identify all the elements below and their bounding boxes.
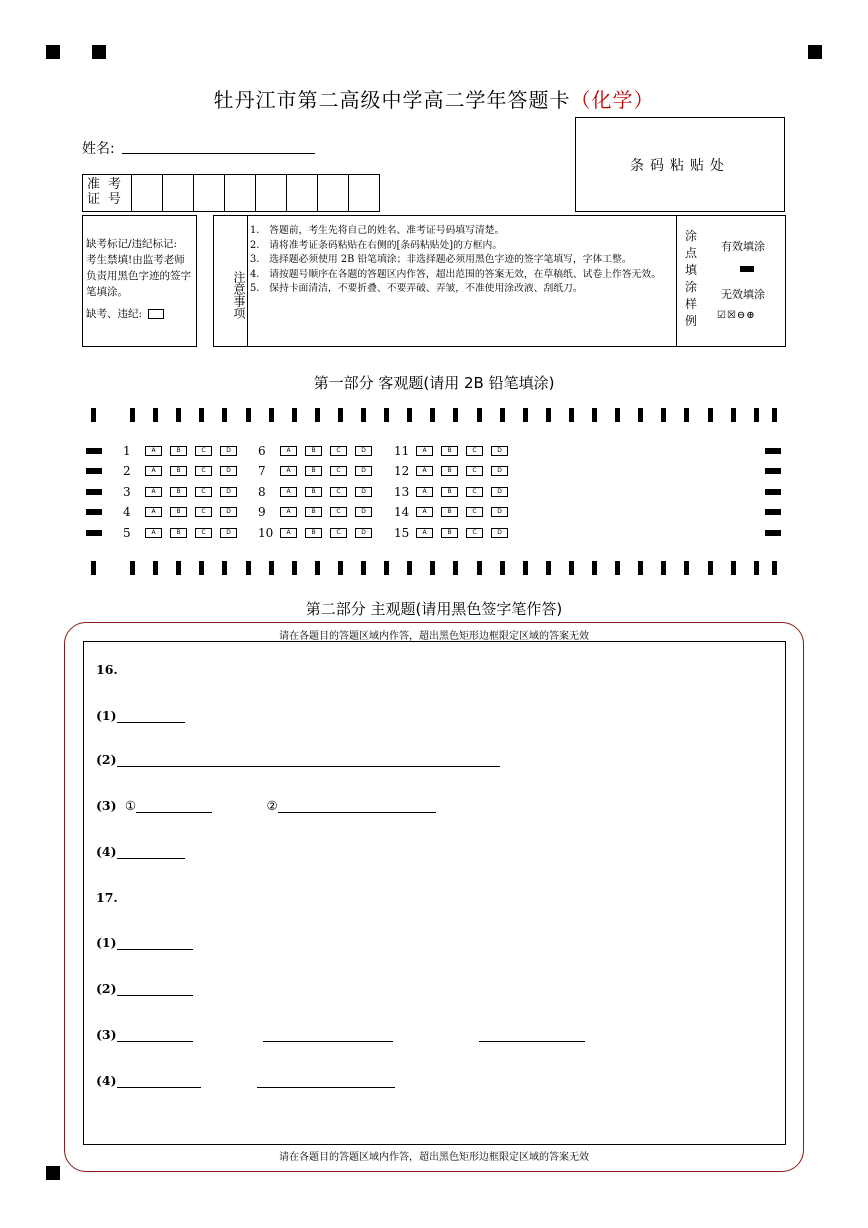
side-mark xyxy=(765,509,781,515)
timing-tick xyxy=(684,561,689,575)
question-number: 11 xyxy=(394,444,410,458)
timing-tick xyxy=(430,561,435,575)
answer-bubble-d[interactable]: D xyxy=(220,507,237,517)
answer-bubble-b[interactable]: B xyxy=(305,446,322,456)
page-title xyxy=(0,84,868,113)
registration-mark-bottom-left xyxy=(46,1166,60,1180)
answer-bubble-c[interactable]: C xyxy=(466,507,483,517)
absent-mark-label: 缺考、违纪: xyxy=(86,308,143,320)
answer-bubble-c[interactable]: C xyxy=(466,528,483,538)
timing-tick xyxy=(176,408,181,422)
title-main: 牡丹江市第二高级中学高二学年答题卡 xyxy=(213,88,571,112)
objective-question xyxy=(258,485,380,499)
q17-part4-blank2[interactable] xyxy=(257,1075,395,1088)
timing-tick xyxy=(338,561,343,575)
answer-bubble-a[interactable]: A xyxy=(280,446,297,456)
q16-label: 16. xyxy=(96,662,118,677)
question-number: 6 xyxy=(258,444,266,458)
q16-part3-label: (3) xyxy=(96,798,117,813)
answer-bubble-b[interactable]: B xyxy=(441,466,458,476)
q17-part1 xyxy=(96,935,193,950)
answer-bubble-b[interactable]: B xyxy=(170,507,187,517)
answer-bubble-b[interactable]: B xyxy=(305,487,322,497)
absent-mark-title: 缺考标记/违纪标记: xyxy=(86,238,178,250)
question-number: 4 xyxy=(123,505,131,519)
q17-label: 17. xyxy=(96,890,118,905)
timing-tick xyxy=(199,408,204,422)
timing-tick xyxy=(772,561,777,575)
timing-tick xyxy=(453,561,458,575)
q17-part2-label: (2) xyxy=(96,981,117,996)
objective-question xyxy=(123,526,245,540)
answer-bubble-d[interactable]: D xyxy=(491,466,508,476)
q16-part3-blank2[interactable] xyxy=(278,800,436,813)
answer-bubble-a[interactable]: A xyxy=(416,487,433,497)
question-number: 12 xyxy=(394,464,410,478)
timing-tick xyxy=(384,408,389,422)
answer-bubble-d[interactable]: D xyxy=(491,528,508,538)
q17-part4-label: (4) xyxy=(96,1073,117,1088)
exam-id-cell[interactable] xyxy=(224,175,255,211)
answer-bubble-c[interactable]: C xyxy=(195,446,212,456)
answer-bubble-a[interactable]: A xyxy=(416,528,433,538)
objective-question xyxy=(394,485,516,499)
timing-tick xyxy=(661,408,666,422)
answer-bubble-d[interactable]: D xyxy=(220,466,237,476)
answer-bubble-d[interactable]: D xyxy=(220,446,237,456)
question-number: 10 xyxy=(258,526,274,540)
side-mark xyxy=(765,448,781,454)
objective-question xyxy=(123,505,245,519)
exam-id-cell[interactable] xyxy=(131,175,162,211)
part1-title: 第一部分 客观题(请用 2B 铅笔填涂) xyxy=(313,374,555,392)
answer-bubble-c[interactable]: C xyxy=(466,487,483,497)
timing-tick xyxy=(500,408,505,422)
answer-bubble-a[interactable]: A xyxy=(145,487,162,497)
timing-tick xyxy=(222,408,227,422)
notice-item: 3. 选择题必须使用 2B 铅笔填涂；非选择题必须用黑色字迹的签字笔填写，字体工整。 xyxy=(250,254,632,265)
q17-part2-blank[interactable] xyxy=(117,983,193,996)
q17-part3-blank3[interactable] xyxy=(479,1029,585,1042)
question-number: 8 xyxy=(258,485,266,499)
answer-bubble-c[interactable]: C xyxy=(330,507,347,517)
timing-tick xyxy=(453,408,458,422)
q16-part3-circle2: ② xyxy=(266,798,278,813)
notice-item: 2. 请将准考证条码粘贴在右侧的[条码粘贴处]的方框内。 xyxy=(250,239,503,251)
exam-id-cell[interactable] xyxy=(348,175,379,211)
timing-tick xyxy=(292,408,297,422)
registration-mark-top-right xyxy=(808,45,822,59)
answer-bubble-b[interactable]: B xyxy=(305,528,322,538)
answer-bubble-c[interactable]: C xyxy=(330,466,347,476)
fill-sample xyxy=(676,216,786,346)
notice-box xyxy=(213,215,786,347)
answer-bubble-d[interactable]: D xyxy=(491,487,508,497)
q16-part1-label: (1) xyxy=(96,708,117,723)
q16-part4-label: (4) xyxy=(96,844,117,859)
answer-bubble-d[interactable]: D xyxy=(355,487,372,497)
question-number: 3 xyxy=(123,485,131,499)
answer-bubble-c[interactable]: C xyxy=(330,487,347,497)
answer-bubble-b[interactable]: B xyxy=(170,466,187,476)
question-number: 9 xyxy=(258,505,266,519)
answer-bubble-b[interactable]: B xyxy=(441,507,458,517)
side-mark xyxy=(86,509,102,515)
objective-question xyxy=(394,505,516,519)
objective-question xyxy=(394,444,516,458)
exam-id-grid[interactable] xyxy=(82,174,380,212)
timing-tick xyxy=(246,408,251,422)
registration-mark-top-left-1 xyxy=(46,45,60,59)
subjective-answer-box[interactable] xyxy=(83,641,786,1145)
valid-fill-label: 有效填涂 xyxy=(721,240,765,253)
timing-tick xyxy=(384,561,389,575)
name-field[interactable] xyxy=(122,153,315,154)
absent-mark-checkbox[interactable] xyxy=(148,309,164,319)
q16-part2-label: (2) xyxy=(96,752,117,767)
side-mark xyxy=(765,530,781,536)
question-number: 7 xyxy=(258,464,266,478)
objective-question xyxy=(123,464,245,478)
timing-tick xyxy=(430,408,435,422)
answer-bubble-a[interactable]: A xyxy=(416,446,433,456)
exam-id-cell[interactable] xyxy=(317,175,348,211)
answer-bubble-d[interactable]: D xyxy=(355,466,372,476)
exam-id-cell[interactable] xyxy=(193,175,224,211)
timing-tick xyxy=(361,408,366,422)
answer-bubble-d[interactable]: D xyxy=(220,487,237,497)
answer-bubble-b[interactable]: B xyxy=(441,446,458,456)
q16-part4 xyxy=(96,844,185,859)
q17-part3-blank2[interactable] xyxy=(263,1029,393,1042)
objective-question xyxy=(258,526,380,540)
answer-bubble-c[interactable]: C xyxy=(195,507,212,517)
answer-bubble-c[interactable]: C xyxy=(195,528,212,538)
boundary-note-bottom: 请在各题目的答题区域内作答，超出黑色矩形边框限定区域的答案无效 xyxy=(279,1152,589,1163)
question-number: 13 xyxy=(394,485,410,499)
exam-id-label: 准考证号 xyxy=(87,177,130,207)
timing-tick xyxy=(615,561,620,575)
timing-tick xyxy=(338,408,343,422)
answer-bubble-b[interactable]: B xyxy=(441,528,458,538)
valid-fill-mark xyxy=(740,266,754,272)
answer-bubble-c[interactable]: C xyxy=(330,446,347,456)
timing-tick xyxy=(523,561,528,575)
timing-tick xyxy=(130,561,135,575)
exam-id-cell[interactable] xyxy=(162,175,193,211)
answer-bubble-d[interactable]: D xyxy=(220,528,237,538)
answer-bubble-d[interactable]: D xyxy=(355,446,372,456)
timing-tick xyxy=(708,408,713,422)
timing-tick xyxy=(153,408,158,422)
answer-bubble-a[interactable]: A xyxy=(416,507,433,517)
timing-tick xyxy=(91,561,96,575)
timing-tick xyxy=(361,561,366,575)
objective-question xyxy=(123,485,245,499)
timing-tick xyxy=(569,408,574,422)
q17-part1-blank[interactable] xyxy=(117,937,193,950)
side-mark xyxy=(765,468,781,474)
timing-tick xyxy=(315,561,320,575)
answer-bubble-b[interactable]: B xyxy=(170,528,187,538)
timing-tick xyxy=(772,408,777,422)
timing-tick xyxy=(91,408,96,422)
objective-question xyxy=(394,464,516,478)
timing-tick xyxy=(176,561,181,575)
notice-item: 4. 请按题号顺序在各题的答题区内作答，超出范围的答案无效，在草稿纸、试卷上作答无效。 xyxy=(250,268,662,280)
timing-tick xyxy=(407,408,412,422)
timing-tick xyxy=(477,408,482,422)
timing-tick xyxy=(684,408,689,422)
timing-tick xyxy=(638,408,643,422)
boundary-note-top: 请在各题目的答题区域内作答，超出黑色矩形边框限定区域的答案无效 xyxy=(279,631,589,642)
answer-bubble-a[interactable]: A xyxy=(416,466,433,476)
sample-heading: 涂点填涂样例 xyxy=(685,229,698,328)
timing-tick xyxy=(199,561,204,575)
answer-bubble-a[interactable]: A xyxy=(145,466,162,476)
timing-tick xyxy=(569,561,574,575)
q16-part3-circle1: ① xyxy=(124,798,137,813)
side-mark xyxy=(86,448,102,454)
timing-tick xyxy=(130,408,135,422)
objective-question xyxy=(394,526,516,540)
q16-part4-blank[interactable] xyxy=(117,846,185,859)
q16-part2-blank[interactable] xyxy=(117,754,500,767)
question-number: 1 xyxy=(123,444,131,458)
notice-list xyxy=(250,224,674,297)
answer-bubble-d[interactable]: D xyxy=(355,507,372,517)
absent-violation-box xyxy=(82,215,197,347)
answer-bubble-b[interactable]: B xyxy=(170,487,187,497)
exam-id-cell[interactable] xyxy=(286,175,317,211)
answer-bubble-b[interactable]: B xyxy=(305,466,322,476)
q17-part4 xyxy=(96,1073,395,1088)
answer-bubble-a[interactable]: A xyxy=(280,528,297,538)
q16-part3-blank1[interactable] xyxy=(136,800,212,813)
timing-tick xyxy=(407,561,412,575)
answer-bubble-c[interactable]: C xyxy=(466,466,483,476)
answer-bubble-d[interactable]: D xyxy=(355,528,372,538)
answer-bubble-c[interactable]: C xyxy=(195,487,212,497)
timing-tick xyxy=(477,561,482,575)
q17-part1-label: (1) xyxy=(96,935,117,950)
question-number: 5 xyxy=(123,526,131,540)
answer-bubble-a[interactable]: A xyxy=(145,507,162,517)
answer-bubble-a[interactable]: A xyxy=(145,446,162,456)
side-mark xyxy=(86,468,102,474)
timing-tick xyxy=(292,561,297,575)
absent-mark-instruction: 考生禁填!由监考老师负责用黑色字迹的签字笔填涂。 xyxy=(86,254,191,298)
timing-tick xyxy=(500,561,505,575)
q16-part1 xyxy=(96,708,185,723)
question-number: 15 xyxy=(394,526,410,540)
side-mark xyxy=(765,489,781,495)
timing-tick xyxy=(731,561,736,575)
q17-part3-label: (3) xyxy=(96,1027,117,1042)
answer-bubble-c[interactable]: C xyxy=(195,466,212,476)
q17-part4-blank1[interactable] xyxy=(117,1075,201,1088)
timing-tick xyxy=(754,408,759,422)
timing-tick xyxy=(592,408,597,422)
answer-bubble-a[interactable]: A xyxy=(280,466,297,476)
timing-tick xyxy=(592,561,597,575)
answer-bubble-b[interactable]: B xyxy=(441,487,458,497)
timing-tick xyxy=(754,561,759,575)
notice-item: 5. 保持卡面清洁，不要折叠、不要弄破、弄皱，不准使用涂改液、刮纸刀。 xyxy=(250,283,583,294)
side-mark xyxy=(86,530,102,536)
answer-bubble-a[interactable]: A xyxy=(145,528,162,538)
answer-bubble-a[interactable]: A xyxy=(280,507,297,517)
timing-tick xyxy=(546,561,551,575)
answer-bubble-d[interactable]: D xyxy=(491,507,508,517)
timing-tick xyxy=(523,408,528,422)
q16-part3 xyxy=(96,798,436,813)
registration-mark-top-left-2 xyxy=(92,45,106,59)
timing-tick xyxy=(638,561,643,575)
timing-tick xyxy=(222,561,227,575)
answer-bubble-a[interactable]: A xyxy=(280,487,297,497)
timing-tick xyxy=(731,408,736,422)
answer-bubble-d[interactable]: D xyxy=(491,446,508,456)
timing-tick xyxy=(246,561,251,575)
q17-part2 xyxy=(96,981,193,996)
q17-part3 xyxy=(96,1027,585,1042)
part2-title: 第二部分 主观题(请用黑色签字笔作答) xyxy=(305,600,563,618)
answer-bubble-c[interactable]: C xyxy=(330,528,347,538)
answer-bubble-b[interactable]: B xyxy=(170,446,187,456)
invalid-fill-label: 无效填涂 xyxy=(721,288,765,301)
notice-heading: 注意事项 xyxy=(214,216,248,346)
timing-tick xyxy=(269,561,274,575)
question-number: 14 xyxy=(394,505,410,519)
timing-tick xyxy=(315,408,320,422)
answer-bubble-b[interactable]: B xyxy=(305,507,322,517)
barcode-area: 条码粘贴处 xyxy=(575,117,785,212)
q16-part1-blank[interactable] xyxy=(117,710,185,723)
q17-part3-blank1[interactable] xyxy=(117,1029,193,1042)
objective-question xyxy=(123,444,245,458)
timing-tick xyxy=(661,561,666,575)
invalid-fill-icons: ☑☒⊖⊕ xyxy=(717,310,756,321)
title-subject: （化学） xyxy=(570,88,655,112)
timing-tick xyxy=(546,408,551,422)
timing-tick xyxy=(153,561,158,575)
timing-tick xyxy=(615,408,620,422)
name-label: 姓名: xyxy=(82,141,115,157)
notice-item: 1. 答题前，考生先将自己的姓名、准考证号码填写清楚。 xyxy=(250,225,505,236)
side-mark xyxy=(86,489,102,495)
objective-question xyxy=(258,444,380,458)
q16-part2 xyxy=(96,752,500,767)
question-number: 2 xyxy=(123,464,131,478)
objective-question xyxy=(258,464,380,478)
exam-id-cell[interactable] xyxy=(255,175,286,211)
answer-bubble-c[interactable]: C xyxy=(466,446,483,456)
timing-tick xyxy=(269,408,274,422)
objective-question xyxy=(258,505,380,519)
timing-tick xyxy=(708,561,713,575)
